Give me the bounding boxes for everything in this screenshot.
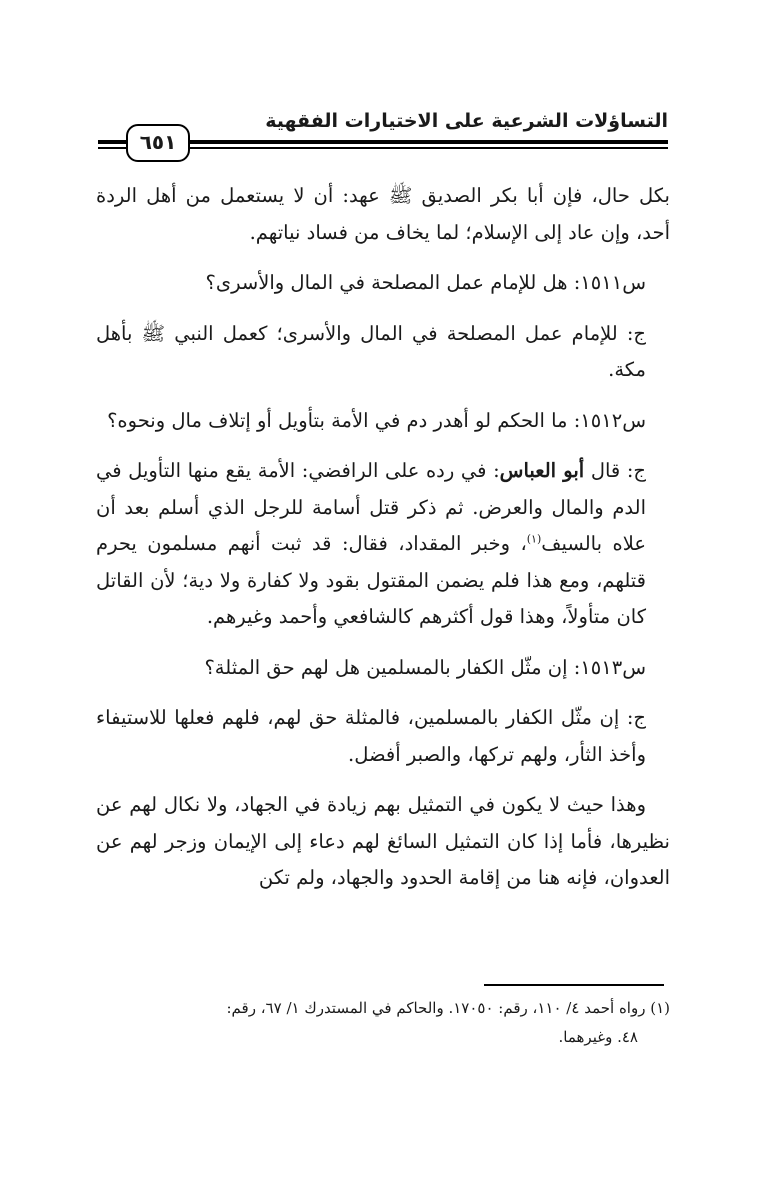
running-title: التساؤلات الشرعية على الاختيارات الفقهية bbox=[265, 110, 668, 132]
body-text bbox=[96, 178, 670, 911]
answer-1512-prefix: ج: قال bbox=[590, 459, 647, 482]
footnote-separator bbox=[484, 984, 664, 986]
answer-1512-text-cont: ، وخبر المقداد، فقال: قد ثبت أنهم مسلمون يحرم قتلهم، ومع هذا فلم يضمن المقتول بقود ولا كفارة ولا دية؛ لأن القاتل كان متأولاً، وهذا قول أكثرهم كالشافعي وأحمد وغيرهم. bbox=[96, 532, 646, 628]
answer-1512-text: : في رده على الرافضي: الأمة يقع منها التأويل في الدم والمال والعرض. ثم ذكر قتل أسامة للرجل الذي أسلم بعد أن علاه بالسيف bbox=[96, 459, 646, 555]
paragraph-final: وهذا حيث لا يكون في التمثيل بهم زيادة في الجهاد، ولا نكال لهم عن نظيرها، فأما إذا كان التمثيل السائغ لهم دعاء إلى الإيمان وزجر لهم عن العدوان، فإنه هنا من إقامة الحدود والجهاد، ولم تكن bbox=[96, 793, 670, 889]
question-1513: س١٥١٣: إن مثّل الكفار بالمسلمين هل لهم حق المثلة؟ bbox=[204, 655, 646, 679]
page-number: ٦٥١ bbox=[126, 124, 190, 162]
answer-1512 bbox=[96, 453, 670, 636]
footnote-ref: (١) bbox=[526, 532, 542, 546]
footnote-line-2: ٤٨. وغيرهما. bbox=[558, 1028, 638, 1046]
question-1512: س١٥١٢: ما الحكم لو أهدر دم في الأمة بتأويل أو إتلاف مال ونحوه؟ bbox=[107, 408, 646, 432]
footnote bbox=[96, 994, 670, 1052]
answer-1511: ج: للإمام عمل المصلحة في المال والأسرى؛ كعمل النبي ﷺ بأهل مكة. bbox=[96, 321, 646, 381]
question-1511: س١٥١١: هل للإمام عمل المصلحة في المال والأسرى؟ bbox=[205, 271, 646, 294]
footnote-line-1: (١) رواه أحمد ٤/ ١١٠، رقم: ١٧٠٥٠. والحاكم في المستدرك ١/ ٦٧، رقم: bbox=[226, 999, 670, 1017]
paragraph-continuation: بكل حال، فإن أبا بكر الصديق ﷺ عهد: أن لا يستعمل من أهل الردة أحد، وإن عاد إلى الإسلام؛ لما يخاف من فساد نياتهم. bbox=[96, 184, 670, 244]
page-header bbox=[98, 104, 668, 166]
answer-1513: ج: إن مثّل الكفار بالمسلمين، فالمثلة حق لهم، فلهم فعلها للاستيفاء وأخذ الثأر، ولهم تركها، والصبر أفضل. bbox=[96, 706, 646, 766]
scholar-name: أبو العباس bbox=[499, 459, 585, 482]
